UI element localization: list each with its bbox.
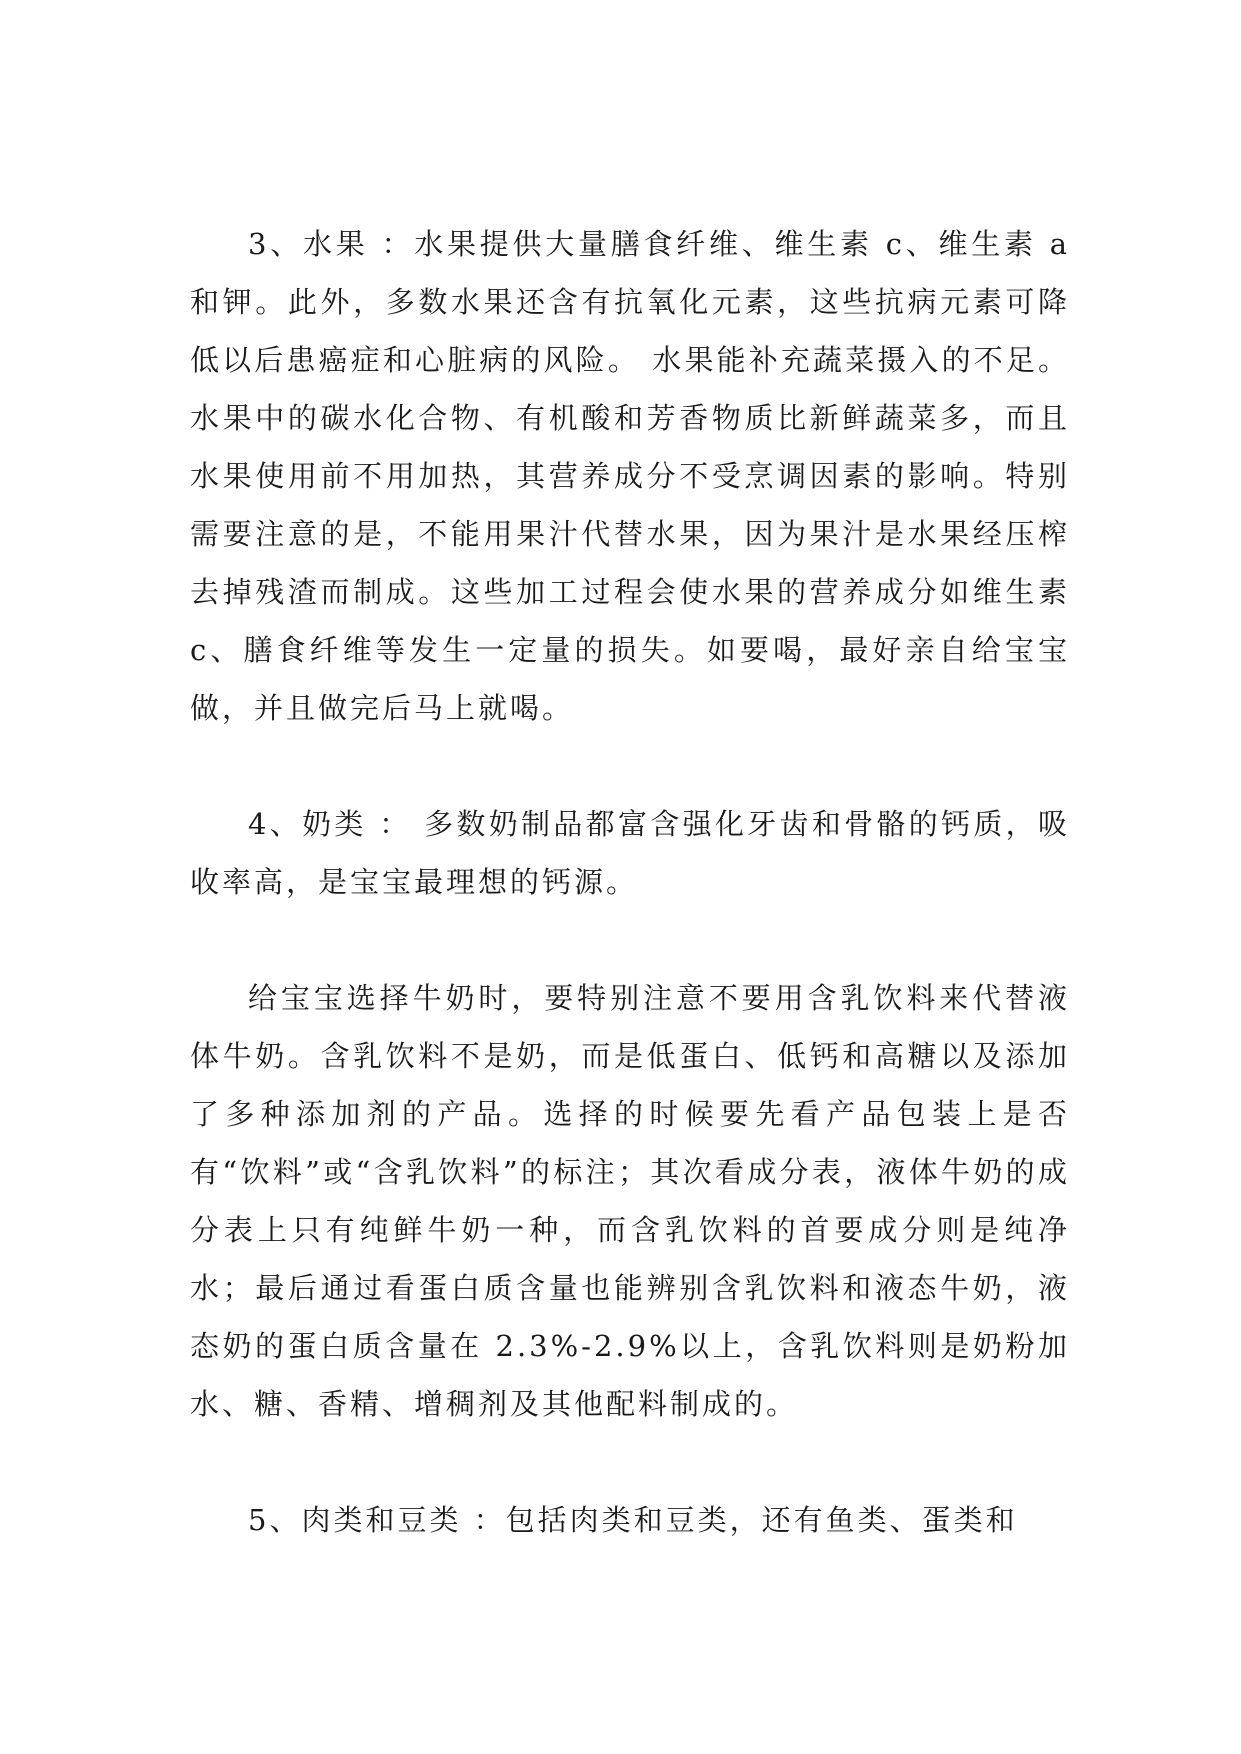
paragraph-dairy: 4、奶类 ： 多数奶制品都富含强化牙齿和骨骼的钙质，吸收率高，是宝宝最理想的钙源。	[190, 807, 1070, 899]
paragraph-fruit: 3、水果 ：水果提供大量膳食纤维、维生素 c、维生素 a 和钾。此外，多数水果还含有抗氧化元素，这些抗病元素可降低以后患癌症和心脏病的风险。 水果能补充蔬菜摄入的不足。水果中的碳水化合物、有机酸和芳香物质比新鲜蔬菜多，而且水果使用前不用加热，其营养成分不受烹调因素的影响。特别需要注意的是，不能用果汁代替水果，因为果汁是水果经压榨去掉残渣而制成。这些加工过程会使水果的营养成分如维生素 c、膳食纤维等发生一定量的损失。如要喝，最好亲自给宝宝做，并且做完后马上就喝。	[190, 227, 1070, 725]
document-body	[190, 215, 1070, 1607]
paragraph-meat-beans: 5、肉类和豆类 ：包括肉类和豆类，还有鱼类、蛋类和	[248, 1503, 1018, 1537]
paragraph-milk-selection: 给宝宝选择牛奶时，要特别注意不要用含乳饮料来代替液体牛奶。含乳饮料不是奶，而是低蛋白、低钙和高糖以及添加了多种添加剂的产品。选择的时候要先看产品包装上是否有“饮料”或“含乳饮料”的标注；其次看成分表，液体牛奶的成分表上只有纯鲜牛奶一种，而含乳饮料的首要成分则是纯净水；最后通过看蛋白质含量也能辨别含乳饮料和液态牛奶，液态奶的蛋白质含量在 2.3%-2.9%以上，含乳饮料则是奶粉加水、糖、香精、增稠剂及其他配料制成的。	[190, 981, 1070, 1421]
